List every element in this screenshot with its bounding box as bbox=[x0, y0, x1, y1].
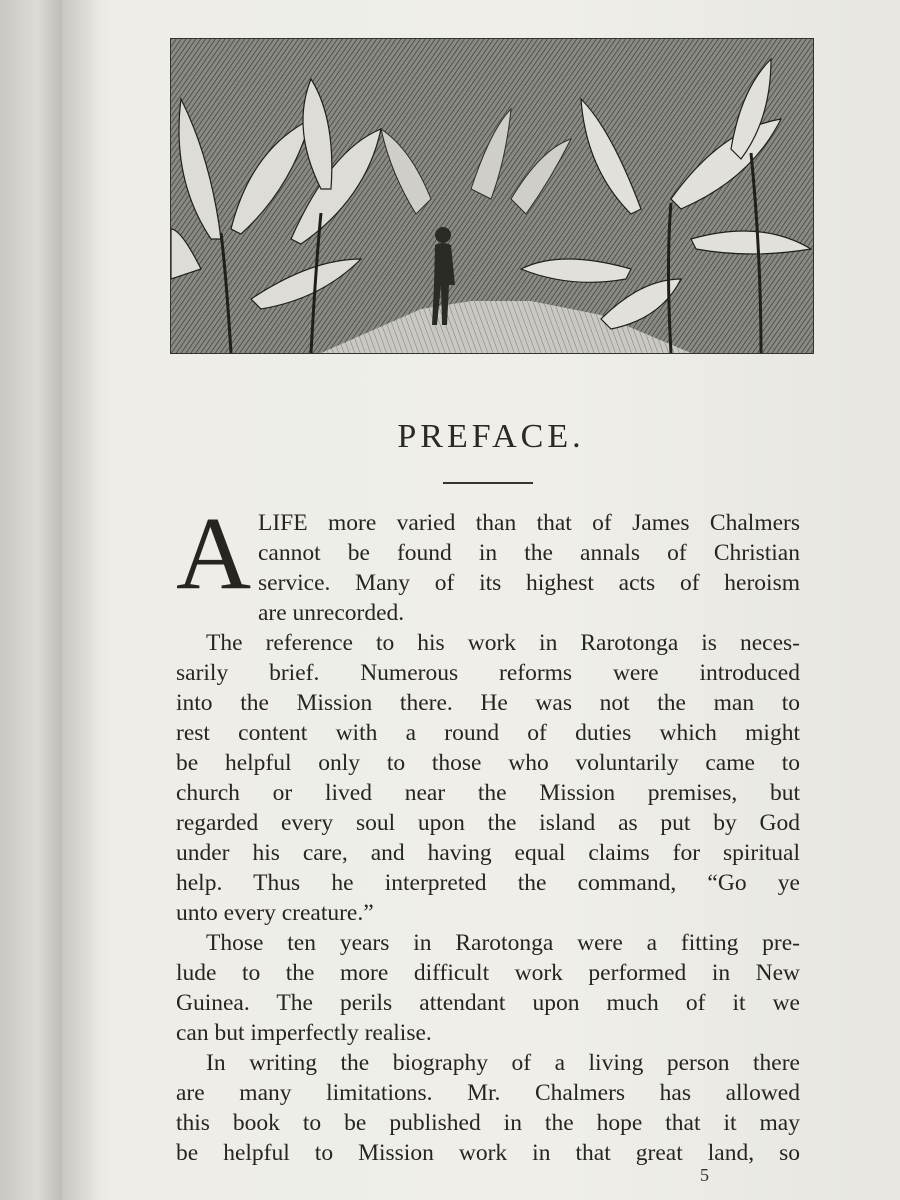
text-line: under his care, and having equal claims for spiritual bbox=[176, 840, 800, 866]
text-line: can but imperfectly realise. bbox=[176, 1020, 432, 1046]
text-line: this book to be published in the hope that it may bbox=[176, 1110, 800, 1136]
text-line: help. Thus he interpreted the command, “Go ye bbox=[176, 870, 800, 896]
text-line: LIFE more varied than that of James Chalmers bbox=[258, 510, 800, 536]
page-shadow bbox=[62, 0, 102, 1200]
text-line: Guinea. The perils attendant upon much of it we bbox=[176, 990, 800, 1016]
header-engraving bbox=[170, 38, 814, 354]
text-line: are unrecorded. bbox=[258, 600, 405, 626]
text-line: church or lived near the Mission premises, but bbox=[176, 780, 800, 806]
text-line: regarded every soul upon the island as put by God bbox=[176, 810, 800, 836]
text-line: be helpful to Mission work in that great land, so bbox=[176, 1140, 800, 1166]
text-line: cannot be found in the annals of Christian bbox=[258, 540, 800, 566]
heading-rule bbox=[443, 482, 533, 484]
book-gutter bbox=[0, 0, 62, 1200]
text-line: lude to the more difficult work performed in New bbox=[176, 960, 800, 986]
text-line: sarily brief. Numerous reforms were introduced bbox=[176, 660, 800, 686]
page-heading: PREFACE. bbox=[397, 418, 585, 455]
text-line: service. Many of its highest acts of heroism bbox=[258, 570, 800, 596]
text-line: are many limitations. Mr. Chalmers has allowed bbox=[176, 1080, 800, 1106]
body-text bbox=[176, 496, 800, 1168]
text-line: The reference to his work in Rarotonga is neces- bbox=[206, 630, 800, 656]
drop-cap: A bbox=[176, 496, 252, 611]
text-line: rest content with a round of duties which might bbox=[176, 720, 800, 746]
text-line: unto every creature.” bbox=[176, 900, 374, 926]
text-line: into the Mission there. He was not the man to bbox=[176, 690, 800, 716]
page-number: 5 bbox=[700, 1165, 709, 1185]
text-line: Those ten years in Rarotonga were a fitting pre- bbox=[206, 930, 800, 956]
text-line: In writing the biography of a living person there bbox=[206, 1050, 800, 1076]
text-line: be helpful only to those who voluntarily came to bbox=[176, 750, 800, 776]
